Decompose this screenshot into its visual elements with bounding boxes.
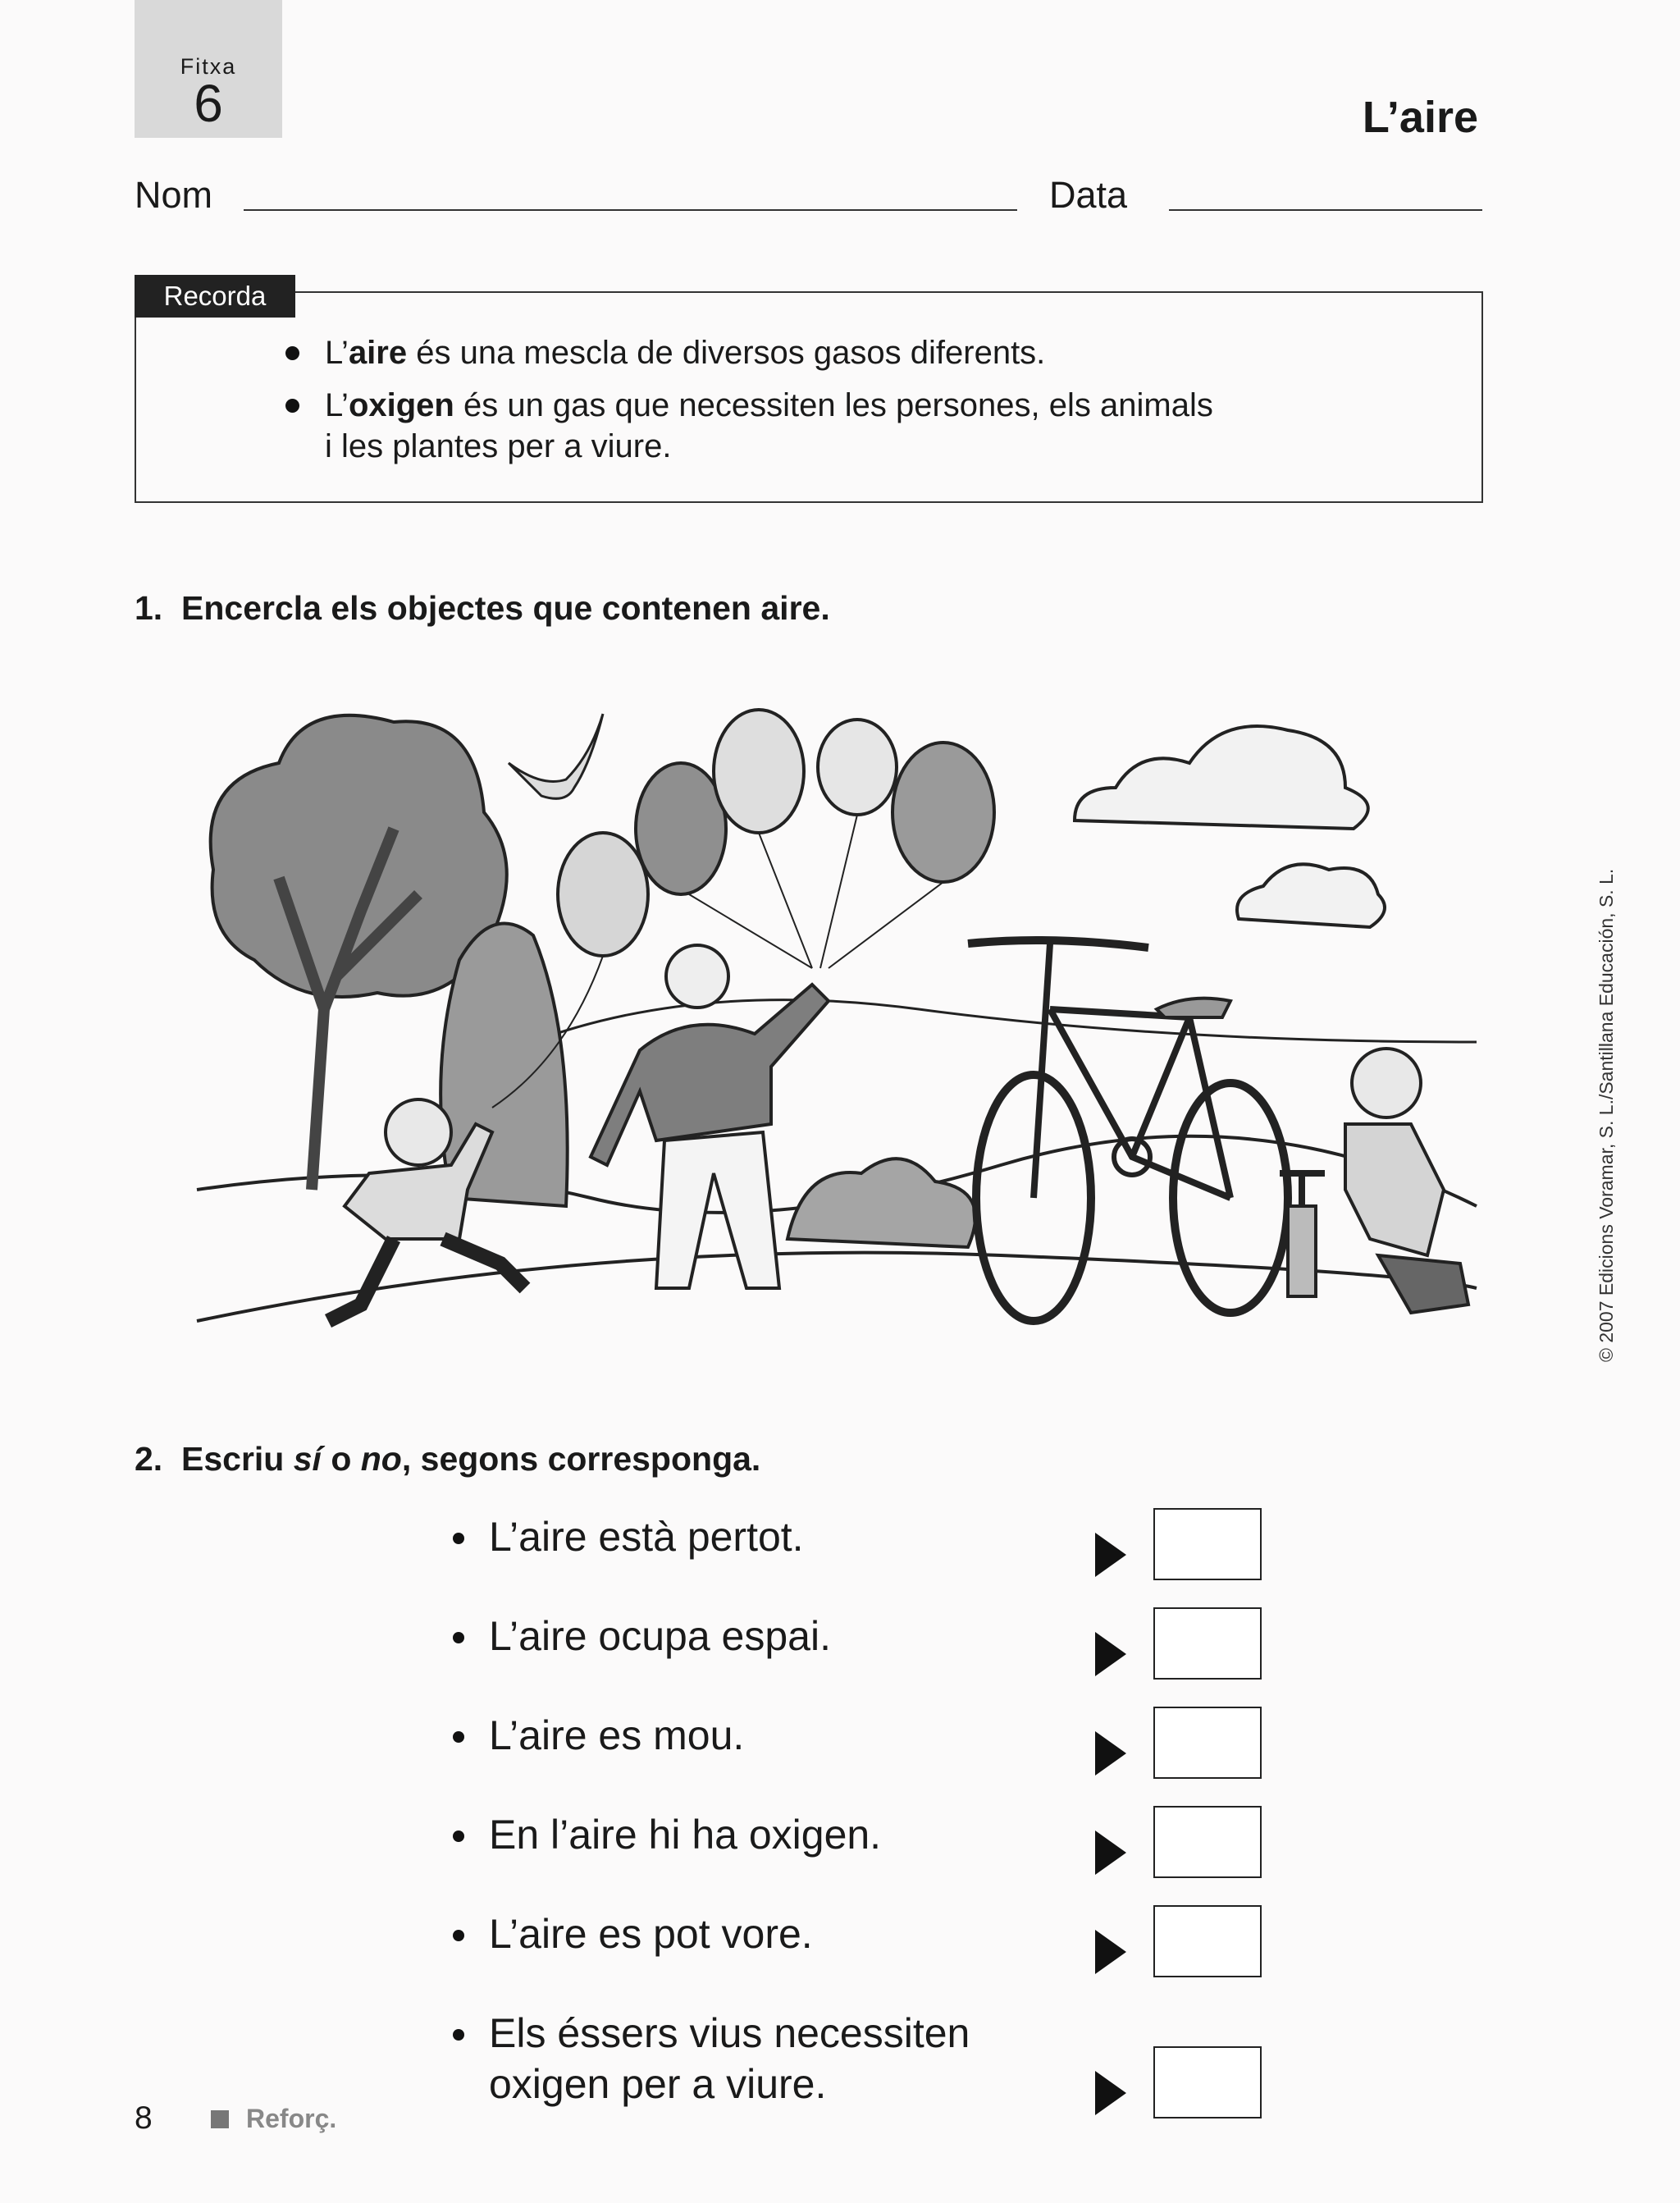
girl-pump-figure: [1280, 1049, 1468, 1313]
reminder-item-oxygen: L’oxigen és un gas que necessiten les persones, els animals i les plantes per a viure.: [320, 385, 1386, 467]
arrow-icon: [1095, 1632, 1126, 1676]
statement-item: L’aire està pertot.: [453, 1511, 1043, 1562]
statement-item: L’aire es pot vore.: [453, 1908, 1043, 1959]
bicycle-icon: [968, 940, 1288, 1321]
answer-box[interactable]: [1153, 1905, 1262, 1977]
cloud-icon: [1237, 864, 1385, 927]
page-number: 8: [135, 2100, 153, 2136]
answer-box[interactable]: [1153, 1508, 1262, 1580]
page-title: L’aire: [1362, 93, 1478, 142]
square-icon: [211, 2110, 229, 2128]
arrow-icon: [1095, 1533, 1126, 1577]
question-2: 2. Escriu sí o no, segons corresponga.: [135, 1440, 761, 1478]
reminder-list: [320, 332, 1386, 478]
sheet-number: 6: [194, 74, 223, 133]
sheet-label: Fitxa: [180, 54, 237, 79]
arrow-icon: [1095, 1731, 1126, 1776]
answer-box[interactable]: [1153, 1607, 1262, 1680]
cloud-icon: [1075, 726, 1368, 829]
park-illustration[interactable]: [180, 665, 1493, 1403]
statement-item: L’aire ocupa espai.: [453, 1611, 1043, 1661]
copyright-notice: © 2007 Edicions Voramar, S. L./Santillana Educación, S. L.: [1596, 868, 1617, 1362]
arrow-icon: [1095, 2071, 1126, 2115]
answer-box[interactable]: [1153, 1707, 1262, 1779]
statement-item: Els éssers vius necessiten oxigen per a viure.: [453, 2008, 1043, 2109]
arrow-icon: [1095, 1831, 1126, 1875]
statement-item: En l’aire hi ha oxigen.: [453, 1809, 1043, 1860]
answer-box[interactable]: [1153, 2046, 1262, 2118]
reminder-item-air: L’aire és una mescla de diversos gasos diferents.: [320, 332, 1386, 373]
question-1: 1. Encercla els objectes que contenen aire.: [135, 589, 830, 627]
arrow-icon: [1095, 1930, 1126, 1974]
date-field[interactable]: [1169, 209, 1482, 211]
answer-box[interactable]: [1153, 1806, 1262, 1878]
name-label: Nom: [135, 174, 213, 216]
date-label: Data: [1049, 174, 1128, 216]
name-field[interactable]: [244, 209, 1017, 211]
bird-icon: [509, 714, 603, 798]
reminder-tag: Recorda: [135, 275, 295, 318]
sheet-number-box: [135, 0, 282, 138]
section-label: Reforç.: [246, 2104, 337, 2133]
bush-icon: [788, 1159, 975, 1247]
statement-item: L’aire es mou.: [453, 1710, 1043, 1761]
